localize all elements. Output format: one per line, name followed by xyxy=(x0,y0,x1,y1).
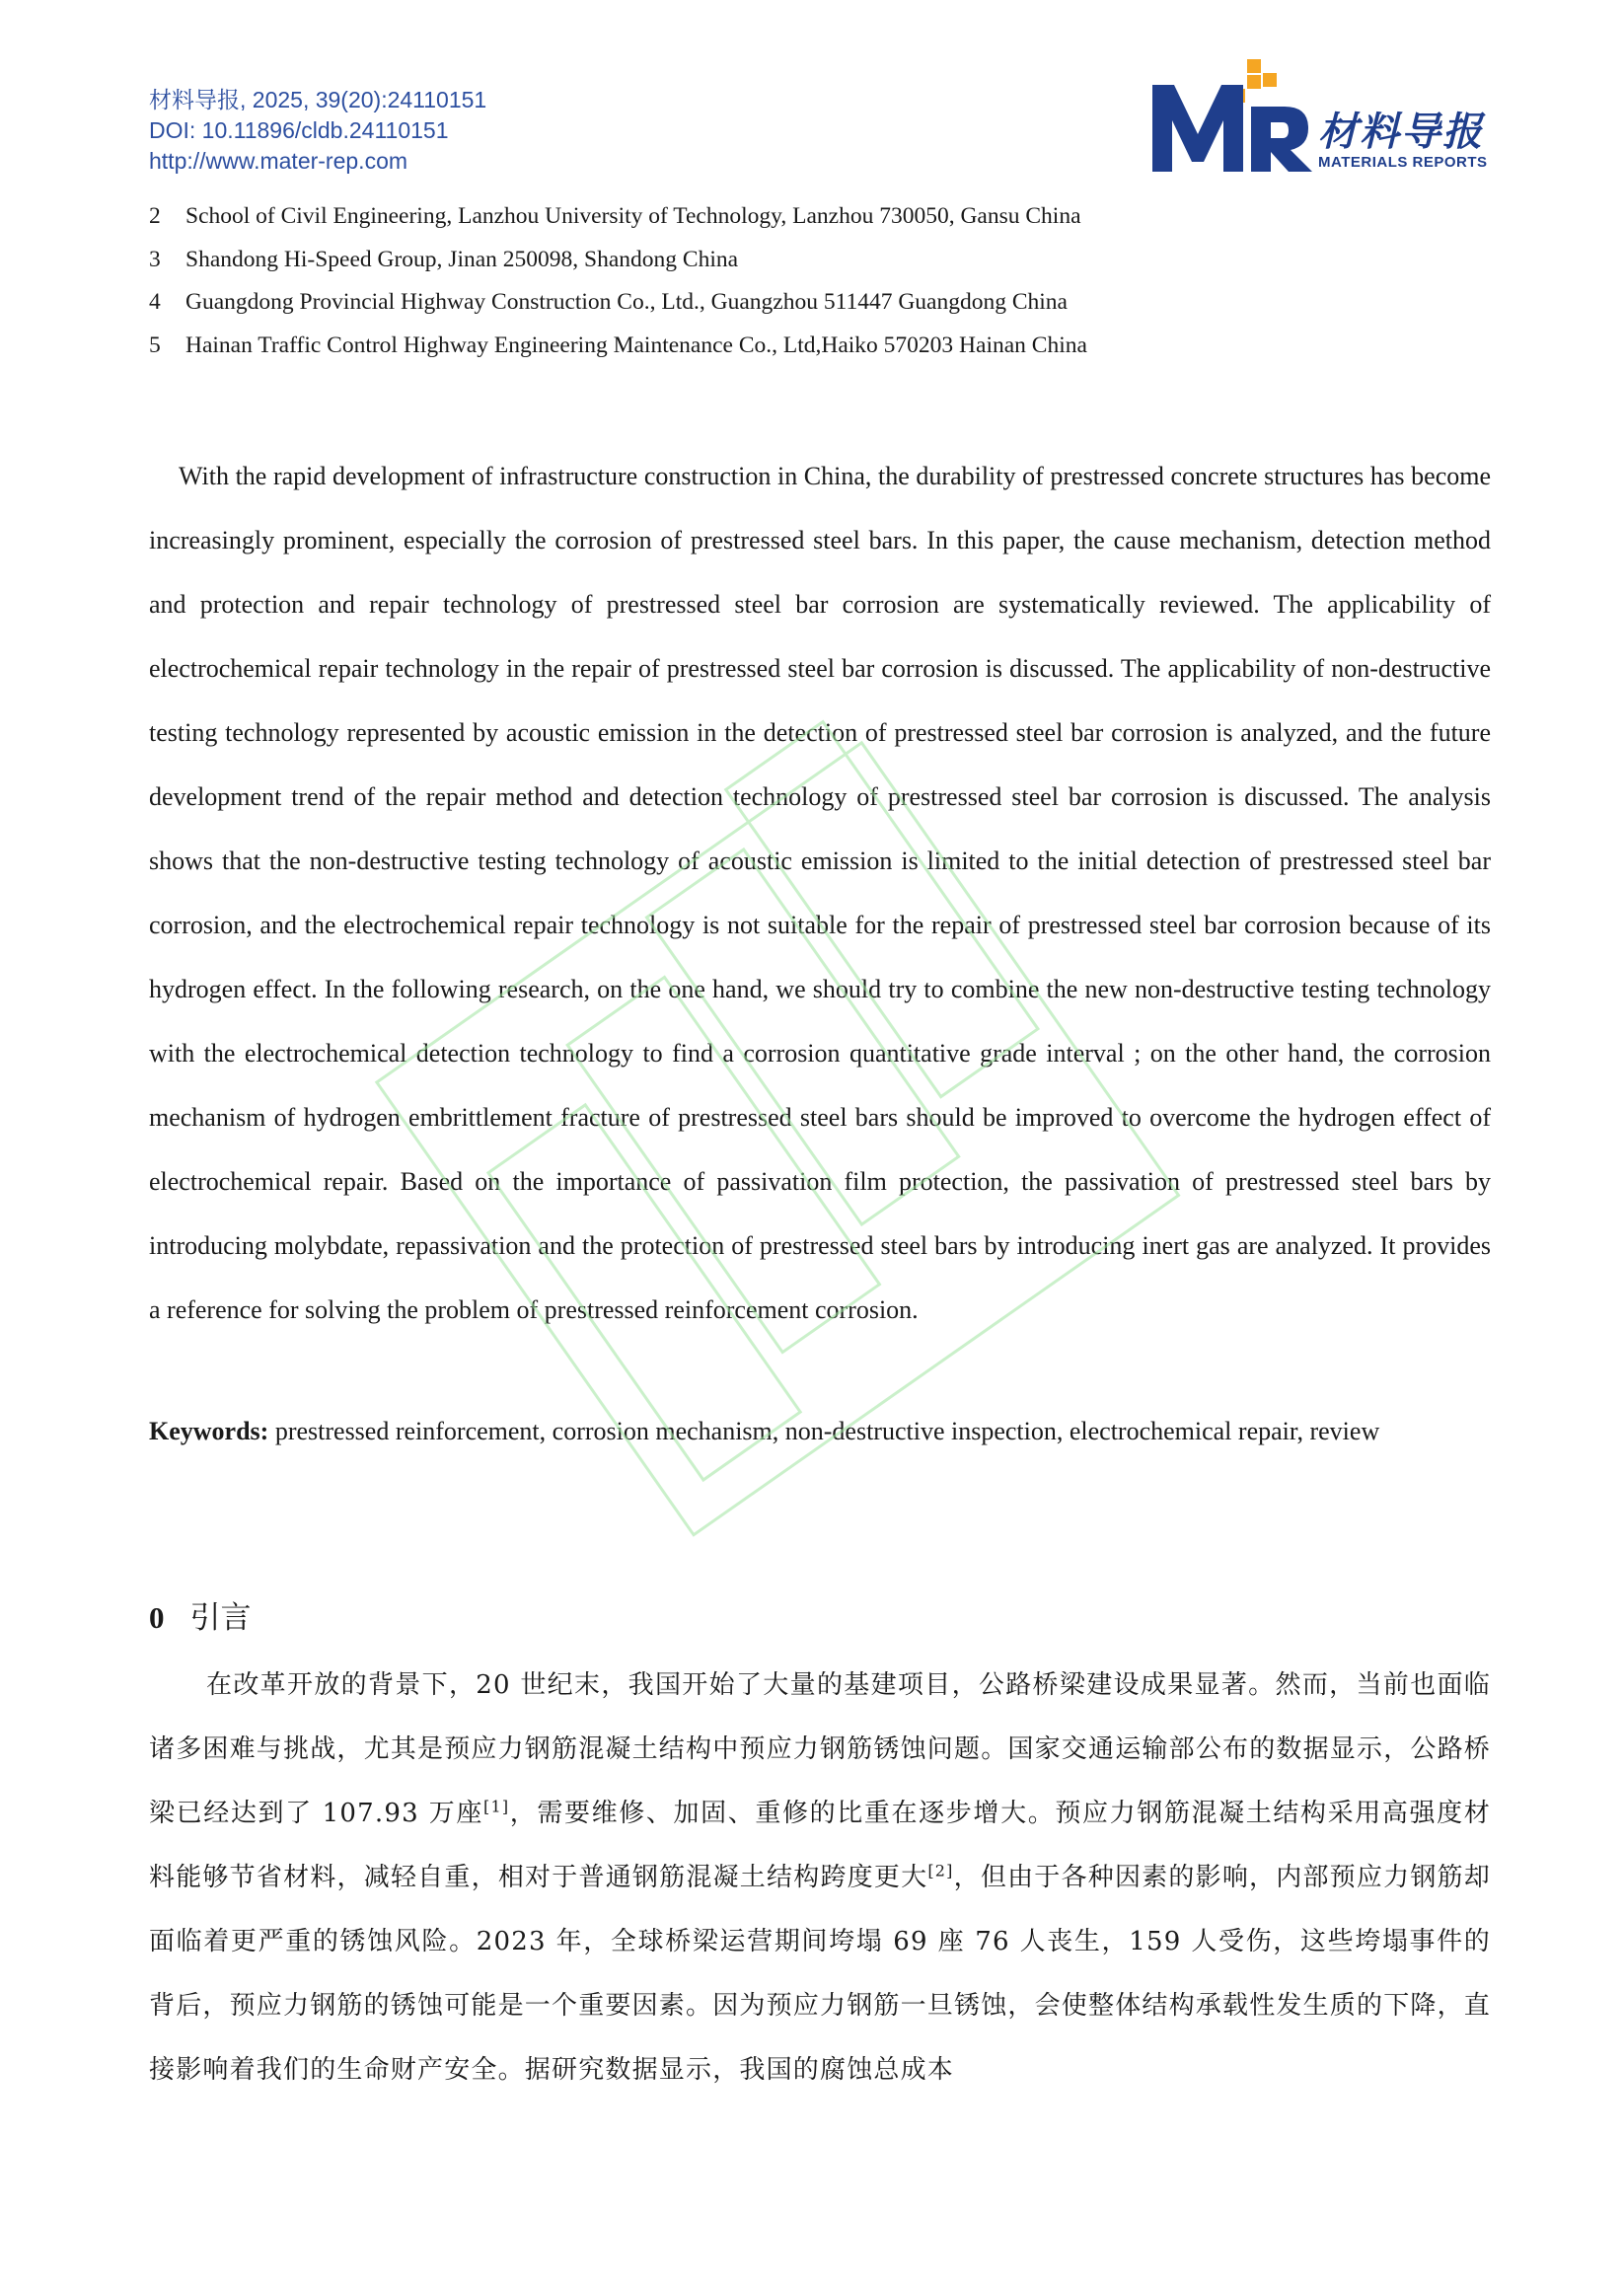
journal-name-en: MATERIALS REPORTS xyxy=(1318,154,1488,171)
section-number: 0 xyxy=(149,1600,165,1635)
article-header-meta xyxy=(149,85,486,177)
affiliation-item: 4 Guangdong Provincial Highway Construction Co., Ltd., Guangzhou 511447 Guangdong China xyxy=(149,289,1068,315)
keywords-text: prestressed reinforcement, corrosion mechanism, non-destructive inspection, electrochemical repair, review xyxy=(274,1417,1380,1445)
affiliation-item: 5 Hainan Traffic Control Highway Engineering Maintenance Co., Ltd,Haiko 570203 Hainan China xyxy=(149,332,1087,358)
citation-ref[interactable]: [2] xyxy=(927,1861,954,1880)
citation-ref[interactable]: [1] xyxy=(483,1797,510,1816)
doi[interactable]: DOI: 10.11896/cldb.24110151 xyxy=(149,117,449,143)
section-title: 引言 xyxy=(189,1600,252,1636)
introduction-paragraph: 在改革开放的背景下，20 世纪末，我国开始了大量的基建项目，公路桥梁建设成果显著。然而，当前也面临诸多困难与挑战，尤其是预应力钢筋混凝土结构中预应力钢筋锈蚀问题。国家交通运输部公布的数据显示，公路桥梁已经达到了 107.93 万座[1]，需要维修、加固、重修的比重在逐步增大。预应力钢筋混凝土结构采用高强度材料能够节省材料，减轻自重，相对于普通钢筋混凝土结构跨度更大[2]，但由于各种因素的影响，内部预应力钢筋却面临着更严重的锈蚀风险。2023 年，全球桥梁运营期间垮塌 69 座 76 人丧生，159 人受伤，这些垮塌事件的背后，预应力钢筋的锈蚀可能是一个重要因素。因为预应力钢筋一旦锈蚀，会使整体结构承载性发生质的下降，直接影响着我们的生命财产安全。据研究数据显示，我国的腐蚀总成本 xyxy=(149,1670,1492,2085)
journal-name-cn: 材料导报 xyxy=(1318,109,1484,155)
journal-url[interactable]: http://www.mater-rep.com xyxy=(149,148,408,174)
affiliation-item: 2 School of Civil Engineering, Lanzhou University of Technology, Lanzhou 730050, Gansu China xyxy=(149,203,1081,229)
affiliations-list xyxy=(149,195,1087,367)
keywords-line xyxy=(149,1399,1491,1463)
abstract-paragraph: With the rapid development of infrastructure construction in China, the durability of prestressed concrete structures has become increasingly prominent, especially the corrosion of prestressed steel bars. In this paper, the cause mechanism, detection method and protection and repair technology of prestressed steel bar corrosion are systematically reviewed. The applicability of electrochemical repair technology in the repair of prestressed steel bar corrosion is discussed. The applicability of non-destructive testing technology represented by acoustic emission in the detection of prestressed steel bar corrosion is analyzed, and the future development trend of the repair method and detection technology of prestressed steel bar corrosion is discussed. The analysis shows that the non-destructive testing technology of acoustic emission is limited to the initial detection of prestressed steel bar corrosion, and the electrochemical repair technology is not suitable for the repair of prestressed steel bar corrosion because of its hydrogen effect. In the following research, on the one hand, we should try to combine the new non-destructive testing technology with the electrochemical detection technology to find a corrosion quantitative grade interval ; on the other hand, the corrosion mechanism of hydrogen embrittlement fracture of prestressed steel bars should be improved to overcome the hydrogen effect of electrochemical repair. Based on the importance of passivation film protection, the passivation of prestressed steel bars by introducing molybdate, repassivation and the protection of prestressed steel bars by introducing inert gas are analyzed. It provides a reference for solving the problem of prestressed reinforcement corrosion. xyxy=(149,462,1491,1324)
journal-logo xyxy=(1148,55,1504,180)
section-heading-introduction xyxy=(149,1592,252,1637)
affiliation-item: 3 Shandong Hi-Speed Group, Jinan 250098, Shandong China xyxy=(149,246,739,272)
mr-logo-mark xyxy=(1148,55,1316,180)
citation: 材料导报, 2025, 39(20):24110151 xyxy=(149,87,487,112)
keywords-label: Keywords: xyxy=(149,1417,269,1445)
